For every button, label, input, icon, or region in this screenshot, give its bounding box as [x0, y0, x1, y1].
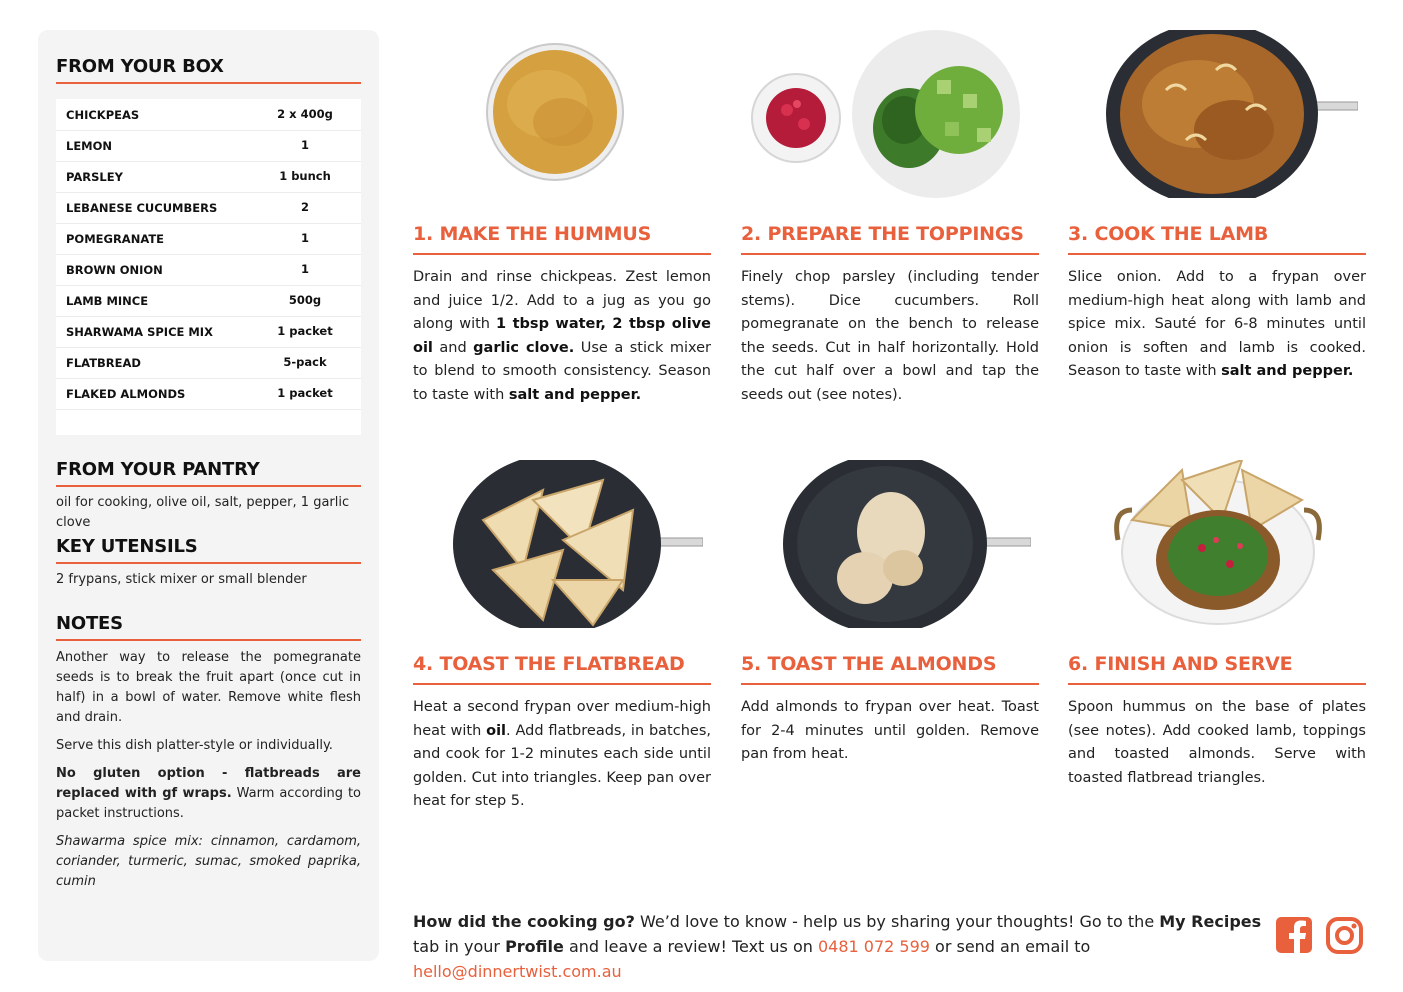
footer-question: How did the cooking go? — [413, 912, 635, 931]
step-text: Use a stick mixer to blend to smooth consistency. Season to taste with — [413, 339, 712, 403]
step-text: Add almonds to frypan over heat. Toast for 2-4 minutes until golden. Remove pan from heat. — [741, 699, 1039, 762]
ingredients-sidebar — [38, 30, 379, 961]
ingredient-qty: 2 — [300, 200, 309, 214]
notes-heading-rule — [56, 639, 361, 641]
step-text: Finely chop parsley (including tender stems). Dice cucumbers. Roll pomegranate on the bench to release the seeds. Cut in half horizontally. Hold the cut half over a bowl and tap the seeds out (see notes). — [741, 269, 1039, 403]
step-title: 4. TOAST THE FLATBREAD — [413, 653, 685, 675]
note-paragraph — [56, 764, 361, 824]
almonds-pan-image — [783, 460, 1031, 628]
notes-heading: NOTES — [56, 613, 123, 634]
table-row — [56, 378, 361, 410]
ingredient-qty: 500g — [288, 293, 322, 307]
step-text-bold: garlic clove. — [473, 339, 575, 356]
step-text-bold: oil — [486, 722, 507, 739]
hummus-bowl-image — [485, 42, 625, 182]
box-heading-rule — [56, 82, 361, 84]
footer-text: We’d love to know - help us by sharing your thoughts! Go to the — [634, 912, 1160, 931]
step-body — [413, 696, 711, 814]
notes-body — [56, 648, 361, 900]
ingredient-name: LEBANESE CUCUMBERS — [66, 201, 218, 215]
ingredient-qty: 1 bunch — [279, 169, 331, 183]
step-title: 5. TOAST THE ALMONDS — [741, 653, 997, 675]
flatbread-pan-image — [453, 460, 703, 628]
note-bold: No gluten option - flatbreads are replaced with gf wraps. — [56, 766, 361, 801]
pantry-heading: FROM YOUR PANTRY — [56, 459, 260, 480]
step-body — [1068, 266, 1366, 384]
note-paragraph: Serve this dish platter-style or individually. — [56, 738, 333, 753]
note-rest: Warm according to packet instructions. — [56, 786, 361, 821]
step-3 — [1068, 30, 1366, 410]
instagram-icon[interactable] — [1326, 917, 1363, 954]
step-text: and — [432, 339, 474, 356]
table-row — [56, 192, 361, 224]
facebook-icon[interactable] — [1276, 917, 1312, 953]
step-text: Slice onion. Add to a frypan over medium-high heat along with lamb and spice mix. Sauté for 6-8 minutes until onion is soften and lamb is cooked. Season to taste with — [1068, 269, 1366, 379]
footer-my-recipes: My Recipes — [1159, 912, 1262, 931]
ingredient-qty: 1 — [300, 138, 309, 152]
step-title: 1. MAKE THE HUMMUS — [413, 223, 652, 245]
ingredient-qty: 1 — [300, 231, 309, 245]
step-5 — [741, 460, 1039, 840]
utensils-text: 2 frypans, stick mixer or small blender — [56, 572, 307, 587]
table-row — [56, 161, 361, 193]
pantry-text: oil for cooking, olive oil, salt, pepper, 1 garlic clove — [56, 495, 350, 530]
footer-profile: Profile — [505, 937, 564, 956]
footer-text: or send an email to — [929, 937, 1091, 956]
step-1 — [413, 30, 711, 410]
step-6 — [1068, 460, 1366, 840]
step-2 — [741, 30, 1039, 410]
step-text-bold: 1 tbsp water, 2 tbsp olive oil — [413, 316, 711, 356]
table-row — [56, 254, 361, 286]
ingredient-name: CHICKPEAS — [66, 108, 140, 122]
lamb-pan-image — [1106, 30, 1358, 198]
step-text: Drain and rinse chickpeas. Zest lemon and juice 1/2. Add to a jug as you go along with — [413, 269, 711, 332]
step-title: 3. COOK THE LAMB — [1068, 223, 1269, 245]
step-rule — [413, 253, 711, 255]
table-row — [56, 347, 361, 379]
note-paragraph: Shawarma spice mix: cinnamon, cardamom, coriander, turmeric, sumac, smoked paprika, cumin — [56, 834, 361, 889]
box-heading: FROM YOUR BOX — [56, 56, 224, 77]
table-row — [56, 223, 361, 255]
footer-text: and leave a review! Text us on — [563, 937, 818, 956]
step-body — [1068, 696, 1366, 790]
toppings-image — [749, 30, 1031, 200]
ingredient-name: BROWN ONION — [66, 263, 163, 277]
table-row — [56, 130, 361, 162]
ingredient-qty: 1 packet — [277, 386, 333, 400]
utensils-heading-rule — [56, 562, 361, 564]
ingredient-name: PARSLEY — [66, 170, 123, 184]
step-text: . Add flatbreads, in batches, and cook for 1-2 minutes each side until golden. Cut into triangles. Keep pan over heat for step 5. — [413, 722, 711, 809]
step-rule — [1068, 683, 1366, 685]
step-text: Spoon hummus on the base of plates (see notes). Add cooked lamb, toppings and toasted almonds. Serve with toasted flatbread triangles. — [1068, 699, 1366, 786]
ingredient-name: LAMB MINCE — [66, 294, 149, 308]
ingredient-name: SHARWAMA SPICE MIX — [66, 325, 213, 339]
footer-email-link[interactable]: hello@dinnertwist.com.au — [413, 962, 622, 981]
step-text: Heat a second frypan over medium-high heat with — [413, 699, 711, 739]
footer-phone[interactable]: 0481 072 599 — [817, 937, 930, 956]
step-body — [741, 266, 1039, 407]
step-body — [741, 696, 1039, 767]
step-text-bold: salt and pepper. — [508, 386, 642, 403]
ingredient-qty: 5-pack — [283, 355, 327, 369]
step-body — [413, 266, 711, 407]
feedback-footer — [413, 909, 1263, 984]
table-row — [56, 285, 361, 317]
step-rule — [741, 683, 1039, 685]
ingredient-name: FLATBREAD — [66, 356, 141, 370]
footer-text: tab in your — [413, 937, 506, 956]
table-row — [56, 99, 361, 131]
utensils-heading: KEY UTENSILS — [56, 536, 198, 557]
ingredient-name: POMEGRANATE — [66, 232, 165, 246]
step-rule — [741, 253, 1039, 255]
table-row — [56, 316, 361, 348]
finished-dish-image — [1112, 460, 1324, 628]
step-title: 6. FINISH AND SERVE — [1068, 653, 1293, 675]
ingredient-qty: 1 — [300, 262, 309, 276]
ingredients-table — [56, 99, 361, 435]
step-text-bold: salt and pepper. — [1221, 363, 1354, 379]
step-rule — [413, 683, 711, 685]
step-rule — [1068, 253, 1366, 255]
step-4 — [413, 460, 711, 840]
ingredient-qty: 2 x 400g — [277, 107, 333, 121]
ingredient-name: LEMON — [66, 139, 113, 153]
ingredient-name: FLAKED ALMONDS — [66, 387, 186, 401]
note-paragraph: Another way to release the pomegranate seeds is to break the fruit apart (once cut in half) in a bowl of water. Remove white flesh and drain. — [56, 650, 361, 725]
pantry-heading-rule — [56, 485, 361, 487]
ingredient-qty: 1 packet — [277, 324, 333, 338]
step-title: 2. PREPARE THE TOPPINGS — [741, 223, 1024, 245]
